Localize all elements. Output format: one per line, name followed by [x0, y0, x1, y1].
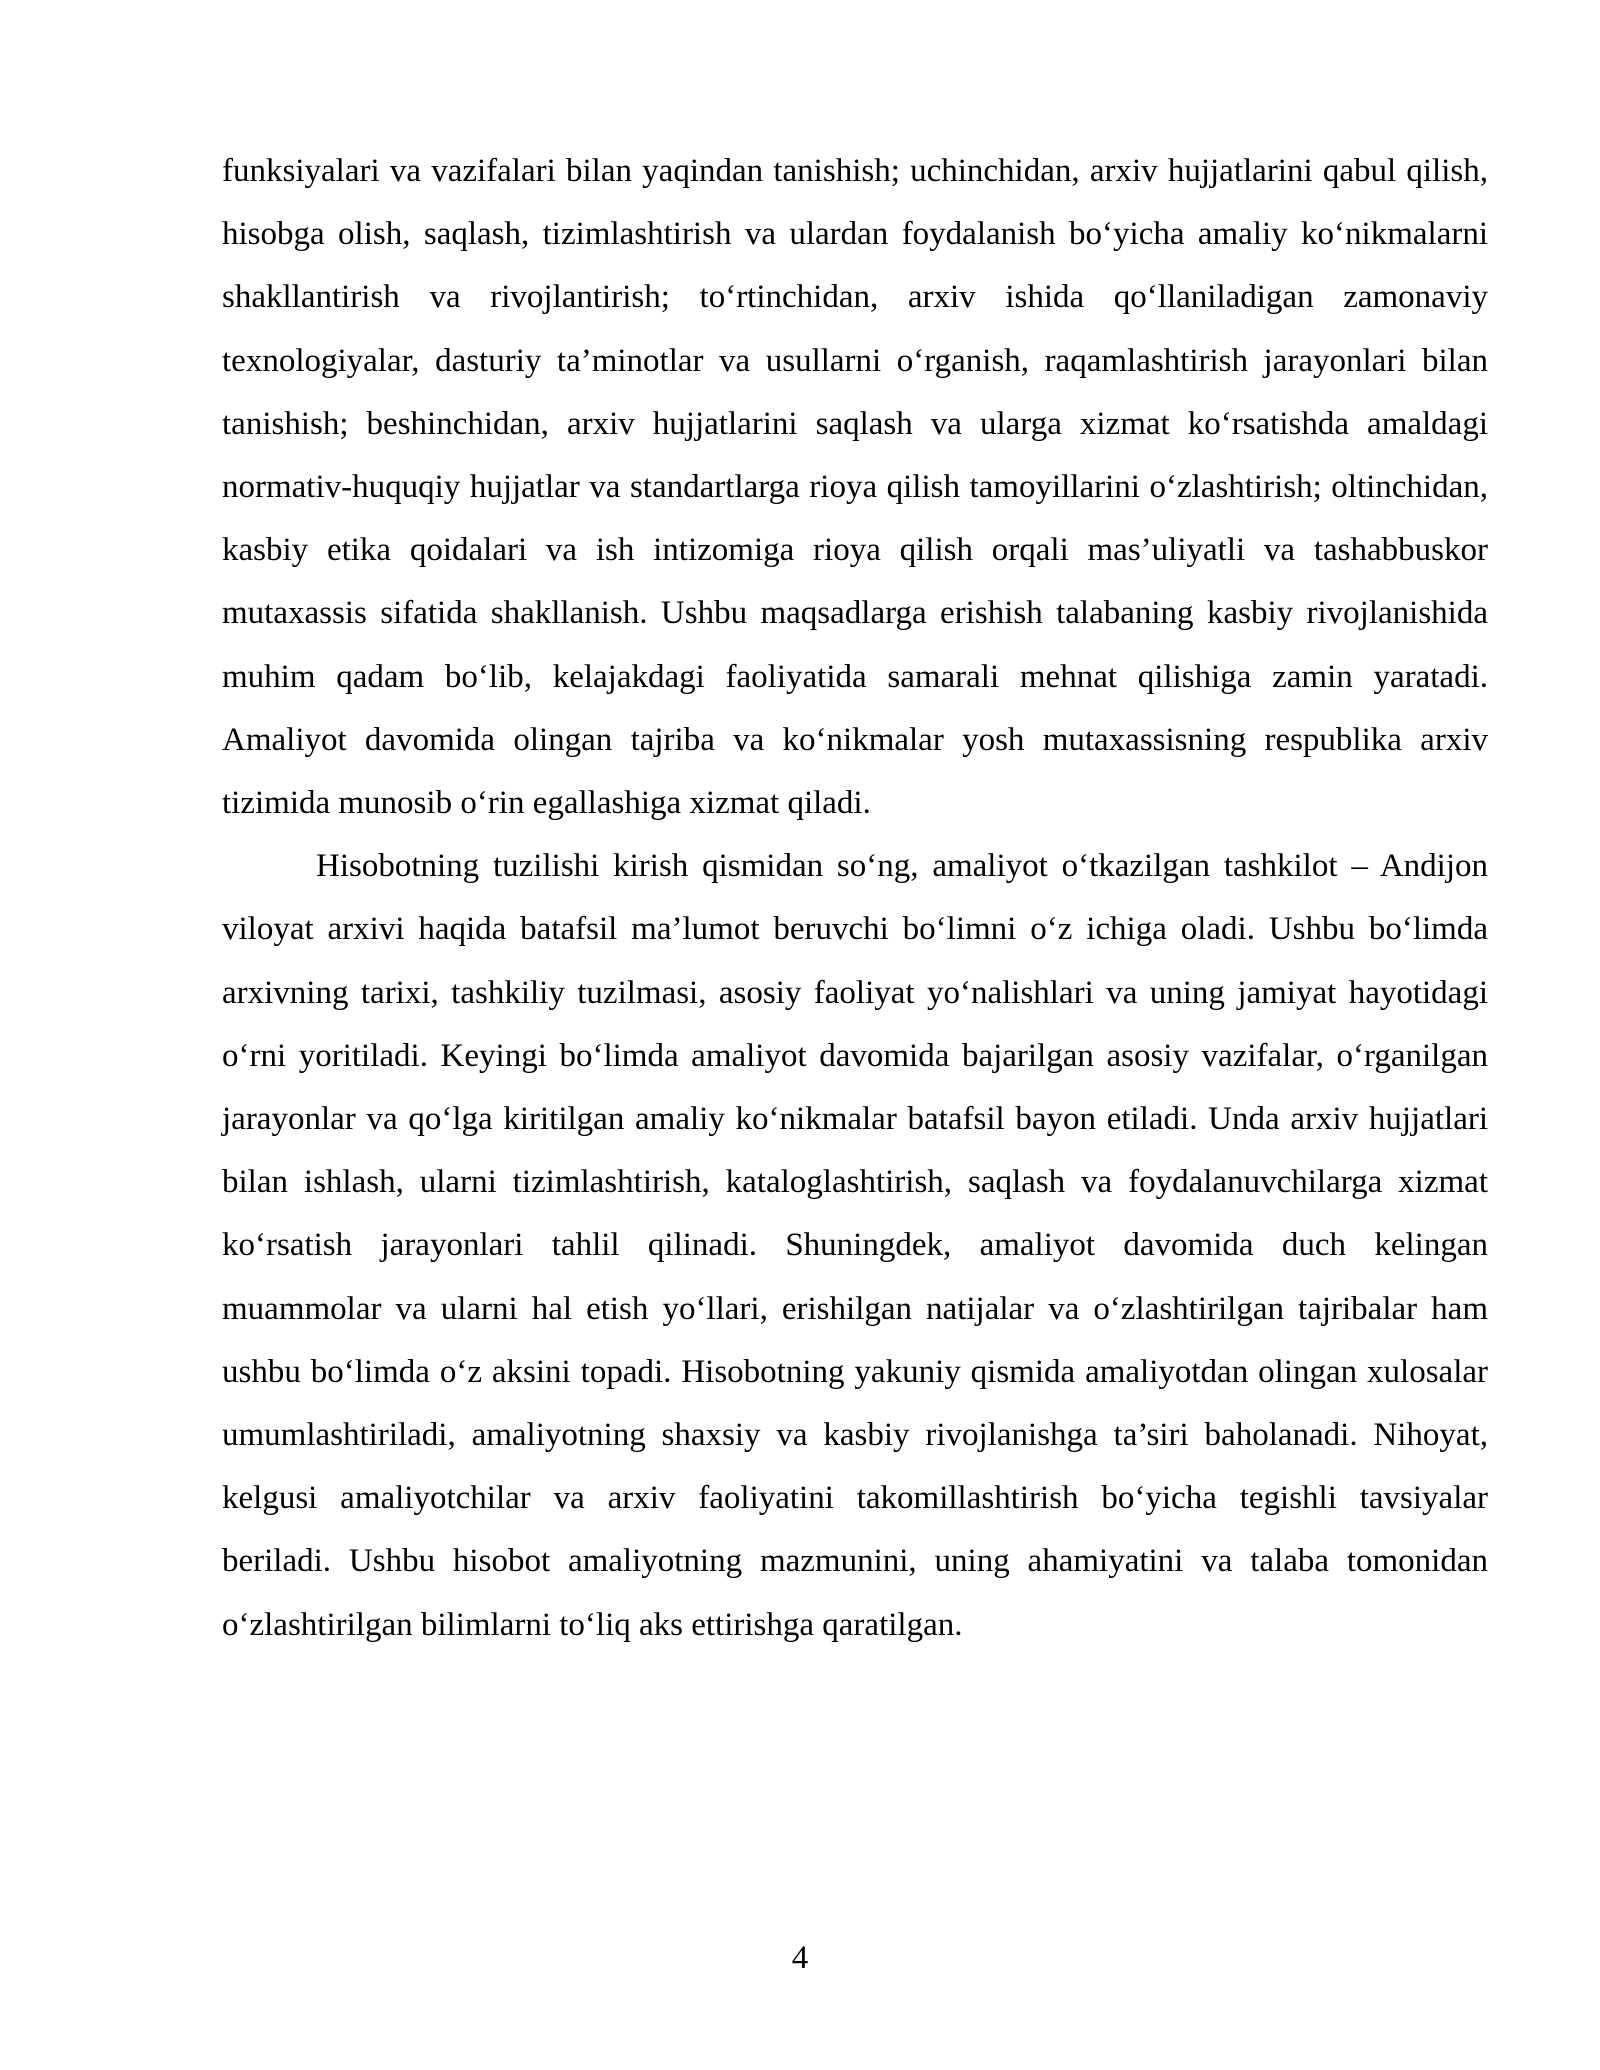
paragraph-continued: funksiyalari va vazifalari bilan yaqindan tanishish; uchinchidan, arxiv hujjatlarini qabul qilish, hisobga olish, saqlash, tizimlashtirish va ulardan foydalanish bo‘yicha amaliy ko‘nikmalarni shakllantirish va rivojlantirish; to‘rtinchidan, arxiv ishida qo‘llaniladigan zamonaviy texnologiyalar, dasturiy ta’minotlar va usullarni o‘rganish, raqamlashtirish jarayonlari bilan tanishish; beshinchidan, arxiv hujjatlarini saqlash va ularga xizmat ko‘rsatishda amaldagi normativ-huquqiy hujjatlar va standartlarga rioya qilish tamoyillarini o‘zlashtirish; oltinchidan, kasbiy etika qoidalari va ish intizomiga rioya qilish orqali mas’uliyatli va tashabbuskor mutaxassis sifatida shakllanish. Ushbu maqsadlarga erishish talabaning kasbiy rivojlanishida muhim qadam bo‘lib, kelajakdagi faoliyatida samarali mehnat qilishiga zamin yaratadi. Amaliyot davomida olingan tajriba va ko‘nikmalar yosh mutaxassisning respublika arxiv tizimida munosib o‘rin egallashiga xizmat qiladi.: [222, 153, 1488, 822]
body-text: [222, 140, 1488, 1657]
page-number: 4: [791, 1940, 809, 1976]
paragraph-report-structure: Hisobotning tuzilishi kirish qismidan so‘ng, amaliyot o‘tkazilgan tashkilot – Andijon viloyat arxivi haqida batafsil ma’lumot beruvchi bo‘limni o‘z ichiga oladi. Ushbu bo‘limda arxivning tarixi, tashkiliy tuzilmasi, asosiy faoliyat yo‘nalishlari va uning jamiyat hayotidagi o‘rni yoritiladi. Keyingi bo‘limda amaliyot davomida bajarilgan asosiy vazifalar, o‘rganilgan jarayonlar va qo‘lga kiritilgan amaliy ko‘nikmalar batafsil bayon etiladi. Unda arxiv hujjatlari bilan ishlash, ularni tizimlashtirish, kataloglashtirish, saqlash va foydalanuvchilarga xizmat ko‘rsatish jarayonlari tahlil qilinadi. Shuningdek, amaliyot davomida duch kelingan muammolar va ularni hal etish yo‘llari, erishilgan natijalar va o‘zlashtirilgan tajribalar ham ushbu bo‘limda o‘z aksini topadi. Hisobotning yakuniy qismida amaliyotdan olingan xulosalar umumlashtiriladi, amaliyotning shaxsiy va kasbiy rivojlanishga ta’siri baholanadi. Nihoyat, kelgusi amaliyotchilar va arxiv faoliyatini takomillashtirish bo‘yicha tegishli tavsiyalar beriladi. Ushbu hisobot amaliyotning mazmunini, uning ahamiyatini va talaba tomonidan o‘zlashtirilgan bilimlarni to‘liq aks ettirishga qaratilgan.: [222, 848, 1488, 1643]
